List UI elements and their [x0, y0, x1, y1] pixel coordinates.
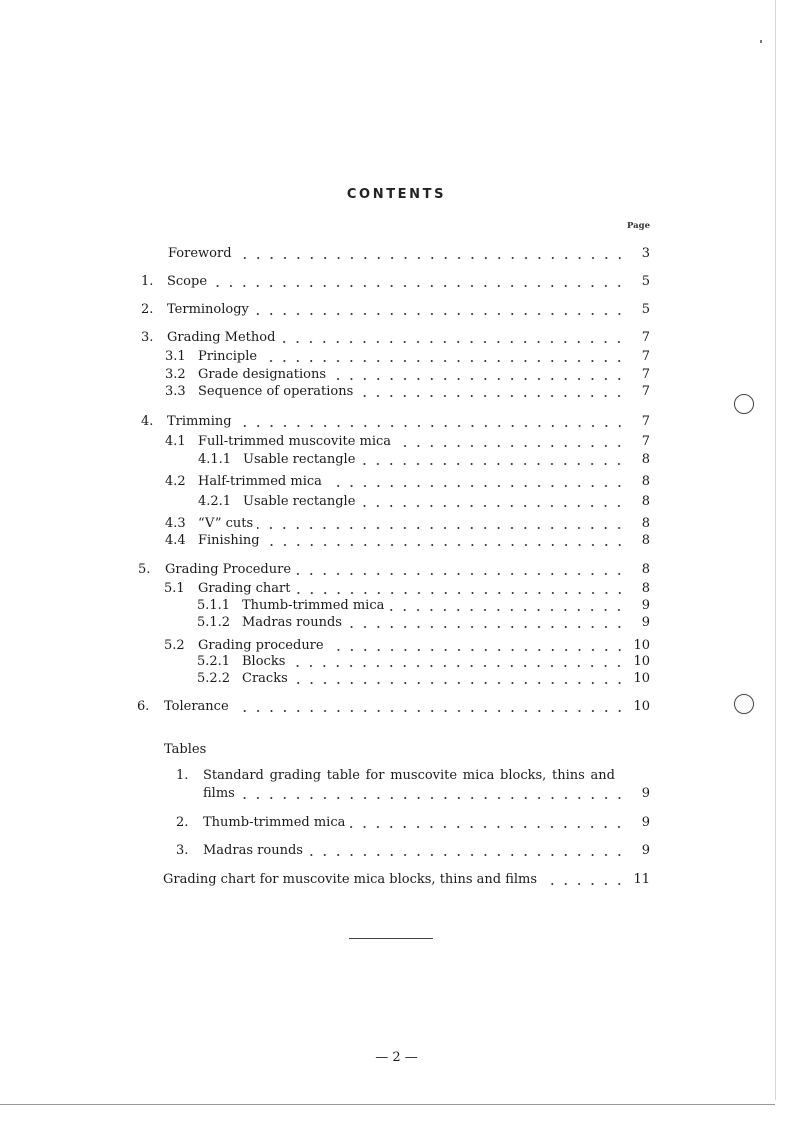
page-edge-right	[775, 0, 776, 1100]
footer-page-number: — 2 —	[375, 1050, 418, 1065]
toc-entry-number: 3.	[141, 330, 154, 345]
toc-entry-number: 4.1	[165, 434, 186, 449]
toc-entry-number: 4.1.1	[198, 452, 232, 467]
dot-leader	[233, 698, 626, 715]
table-entry-title: Madras rounds	[203, 842, 307, 859]
toc-entry-number: 6.	[137, 699, 150, 714]
toc-entry-title: Blocks	[242, 653, 289, 670]
toc-entry-title: Grading Procedure	[165, 561, 295, 578]
toc-entry-thumb-trimmed	[197, 597, 650, 614]
toc-entry-page: 9	[641, 615, 650, 630]
dot-leader	[292, 670, 626, 687]
toc-entry-page: 8	[641, 452, 650, 467]
toc-entry-title: Grade designations	[198, 366, 330, 383]
toc-entry-title: Trimming	[167, 413, 236, 430]
tables-heading: Tables	[164, 742, 207, 757]
page-edge-bottom	[0, 1104, 775, 1105]
toc-entry-page: 7	[641, 434, 650, 449]
toc-entry-page: 10	[633, 638, 650, 653]
toc-entry-usable-rectangle-1	[198, 451, 650, 468]
toc-entry-page: 9	[641, 598, 650, 613]
toc-entry-page: 8	[641, 474, 650, 489]
table-entry-standard-grading	[176, 767, 650, 803]
toc-entry-title: Foreword	[168, 245, 236, 262]
toc-entry-number: 4.4	[165, 533, 186, 548]
toc-entry-page: 7	[641, 330, 650, 345]
toc-entry-page: 10	[633, 699, 650, 714]
dot-leader	[349, 814, 626, 831]
toc-entry-title: Cracks	[242, 670, 292, 687]
toc-entry-title: Grading procedure	[198, 637, 328, 654]
toc-entry-number: 4.2.1	[198, 494, 232, 509]
dot-leader	[236, 413, 626, 430]
toc-entry-title: Thumb-trimmed mica	[242, 597, 388, 614]
toc-entry-page: 7	[641, 367, 650, 382]
dot-leader	[326, 473, 626, 490]
scan-speck	[760, 40, 762, 43]
table-entry-number: 1.	[176, 768, 189, 783]
dot-leader	[395, 433, 626, 450]
toc-entry-number: 5.2.2	[197, 671, 231, 686]
toc-entry-cracks	[197, 670, 650, 687]
toc-entry-title: “V” cuts	[198, 515, 257, 532]
toc-entry-page: 8	[641, 562, 650, 577]
punch-hole-top	[734, 394, 754, 414]
dot-leader	[357, 383, 626, 400]
dot-leader	[211, 273, 626, 290]
toc-entry-title: Sequence of operations	[198, 383, 357, 400]
toc-entry-number: 5.2.1	[197, 654, 231, 669]
toc-entry-grading-procedure	[164, 637, 650, 654]
toc-entry-number: 4.2	[165, 474, 186, 489]
toc-entry-number: 4.3	[165, 516, 186, 531]
toc-entry-title: Grading chart	[198, 580, 295, 597]
table-entry-page: 9	[641, 786, 650, 801]
toc-entry-grade-designations	[165, 366, 650, 383]
dot-leader	[257, 515, 626, 532]
toc-entry-v-cuts	[165, 515, 650, 532]
table-entry-title-line1: Standard grading table for muscovite mica blocks, thins and	[203, 768, 615, 783]
table-entry-thumb-trimmed	[176, 814, 650, 831]
toc-entry-title: Full-trimmed muscovite mica	[198, 433, 395, 450]
toc-entry-half-trimmed	[165, 473, 650, 490]
table-entry-page: 9	[641, 843, 650, 858]
dot-leader	[330, 366, 626, 383]
toc-entry-foreword	[168, 245, 650, 262]
toc-entry-number: 4.	[141, 414, 154, 429]
dot-leader	[359, 451, 626, 468]
dot-leader	[279, 329, 626, 346]
table-entry-page: 9	[641, 815, 650, 830]
toc-entry-page: 8	[641, 516, 650, 531]
toc-entry-number: 3.2	[165, 367, 186, 382]
dot-leader	[236, 245, 626, 262]
toc-entry-title: Terminology	[167, 301, 253, 318]
table-entry-madras-rounds	[176, 842, 650, 859]
toc-entry-page: 8	[641, 581, 650, 596]
toc-entry-number: 5.2	[164, 638, 185, 653]
dot-leader	[541, 871, 626, 888]
toc-entry-madras-rounds	[197, 614, 650, 631]
table-entry-title: Thumb-trimmed mica	[203, 814, 349, 831]
toc-entry-trimming	[141, 413, 650, 430]
toc-entry-number: 1.	[141, 274, 154, 289]
table-entry-number: 2.	[176, 815, 189, 830]
toc-entry-grading-chart	[164, 580, 650, 597]
toc-entry-full-trimmed	[165, 433, 650, 450]
toc-entry-tolerance	[137, 698, 650, 715]
dot-leader	[388, 597, 626, 614]
toc-entry-page: 7	[641, 349, 650, 364]
dot-leader	[264, 532, 626, 549]
toc-entry-blocks	[197, 653, 650, 670]
toc-entry-scope	[141, 273, 650, 290]
dot-leader	[328, 637, 626, 654]
toc-entry-number: 5.	[138, 562, 151, 577]
toc-entry-sequence-of-operations	[165, 383, 650, 400]
toc-entry-title: Scope	[167, 273, 211, 290]
dot-leader	[295, 561, 626, 578]
table-entry-title-line2: films	[203, 786, 235, 801]
toc-entry-page: 8	[641, 494, 650, 509]
end-rule	[349, 938, 433, 939]
dot-leader	[239, 785, 626, 802]
grading-chart-entry-page: 11	[633, 872, 650, 887]
toc-entry-number: 5.1.1	[197, 598, 231, 613]
toc-entry-number: 5.1	[164, 581, 185, 596]
toc-entry-title: Finishing	[198, 532, 264, 549]
toc-entry-number: 2.	[141, 302, 154, 317]
toc-entry-title: Madras rounds	[242, 614, 346, 631]
toc-entry-page: 10	[633, 671, 650, 686]
toc-entry-page: 10	[633, 654, 650, 669]
toc-entry-finishing	[165, 532, 650, 549]
toc-entry-usable-rectangle-2	[198, 493, 650, 510]
toc-entry-number: 3.1	[165, 349, 186, 364]
toc-entry-page: 3	[641, 246, 650, 261]
toc-entry-page: 7	[641, 384, 650, 399]
dot-leader	[295, 580, 627, 597]
dot-leader	[307, 842, 626, 859]
toc-entry-page: 8	[641, 533, 650, 548]
toc-entry-title: Usable rectangle	[243, 493, 359, 510]
toc-entry-grading-method	[141, 329, 650, 346]
toc-entry-number: 3.3	[165, 384, 186, 399]
toc-entry-terminology	[141, 301, 650, 318]
dot-leader	[253, 301, 626, 318]
toc-entry-principle	[165, 348, 650, 365]
dot-leader	[359, 493, 626, 510]
grading-chart-entry-title: Grading chart for muscovite mica blocks, thins and films	[163, 871, 541, 888]
toc-entry-title: Usable rectangle	[243, 451, 359, 468]
toc-entry-title: Principle	[198, 348, 261, 365]
toc-entry-title: Grading Method	[167, 329, 279, 346]
toc-entry-title: Half-trimmed mica	[198, 473, 326, 490]
toc-entry-page: 5	[641, 302, 650, 317]
punch-hole-bottom	[734, 694, 754, 714]
toc-entry-page: 5	[641, 274, 650, 289]
dot-leader	[346, 614, 626, 631]
contents-heading: CONTENTS	[346, 187, 447, 202]
grading-chart-entry	[163, 871, 650, 888]
toc-entry-grading-procedure-main	[138, 561, 650, 578]
toc-entry-page: 7	[641, 414, 650, 429]
table-entry-number: 3.	[176, 843, 189, 858]
page-column-label: Page	[626, 221, 650, 231]
dot-leader	[289, 653, 626, 670]
dot-leader	[261, 348, 626, 365]
toc-entry-title: Tolerance	[164, 698, 233, 715]
toc-entry-number: 5.1.2	[197, 615, 231, 630]
